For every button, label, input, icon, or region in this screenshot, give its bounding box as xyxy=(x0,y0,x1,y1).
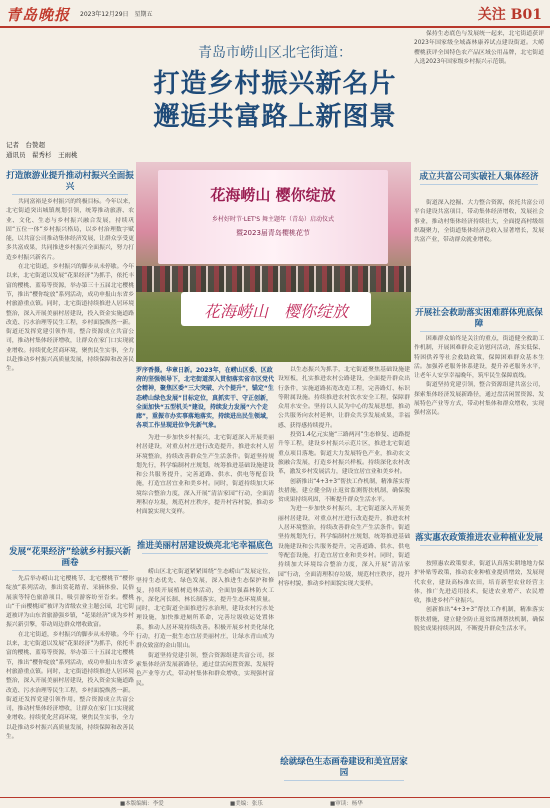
column-4-text xyxy=(414,30,544,165)
paragraph: 以生态振兴为抓手，北宅街道聚焦基础设施建设短板，扎实推进农村公路建设，全面提升群众出行条件，实施道路拓宽改造工程，完善路灯、标识等附属设施。持续推进农村饮水安全工程，保障群众用水安全。坚持以人民为中心的发展思想，推动公共服务向农村延伸，让群众共享发展成果，幸福感、获得感持续提升。 xyxy=(278,367,410,429)
paragraph: 街道深入挖掘、大力整合资源，依托共富公司平台建设共富项目，带动集体经济增收，发展社会事业，推动村集体经济持续壮大，全面提高村级组织凝聚力，全街道集体经济总收入显著增长，发展共富产业，带动群众就业增收。 xyxy=(414,200,544,244)
subhead-5: 成立共富公司实破社人集体经济 xyxy=(414,172,544,183)
event-sign xyxy=(181,292,371,326)
paragraph: 崂山区北宅街道紧紧围绕“生态崂山”发展定位，坚持生态优先、绿色发展，深入推进生态保护和修复，持续开展植树造林活动，全面加强森林防火工作，深化河长制、林长制落实，提升生态环境质量。同时，北宅街道全面推进污水治理，建设农村污水处理设施，加快推进厕所革命，完善垃圾收运处置体系，推动人居环境持续改善。积极开展乡村美化绿化行动，打造一批生态宜居美丽村庄，让绿水青山成为群众致富的金山银山。 xyxy=(136,569,274,650)
masthead xyxy=(0,0,550,28)
column-4d-text xyxy=(414,560,544,793)
headline-line-2: 邂逅共富路上新图景 xyxy=(153,102,397,132)
event-photo xyxy=(136,162,411,362)
issue-date: 2023年12月29日 星期五 xyxy=(80,11,153,18)
footer-designer: ■美编：张乐 xyxy=(230,801,263,807)
byline-correspondent: 通讯员 翟秀杉 王雨桃 xyxy=(6,151,78,159)
column-4c-text xyxy=(414,335,544,525)
column-3-text xyxy=(278,366,410,752)
paragraph: 创新推出“4+3+3”帮扶工作机制，精准落实帮扶措施，建立健全防止返贫监测帮扶机制，确保脱贫成果持续巩固，不断提升群众生活水平。 xyxy=(414,607,544,633)
banner-subtitle: 乡村好时节·LET'S 舞主题年（青岛）启动仪式 xyxy=(211,216,335,223)
column-2-text xyxy=(136,434,274,534)
sign-text: 花海崂山 樱你绽放 xyxy=(203,302,348,321)
paragraph: 共同富裕是乡村振兴的终极目标。今年以来，北宅街道突出城镇规划引领，统筹推动旅游、农业、文化、生态与乡村振兴融合发展，持续巩固“五位一体”乡村振兴格局，以乡村治理数字赋能，以共富公司推动集体经济发展，让群众享受更多共富成果，共同推进乡村振兴全面振兴，努力打造乡村振兴新名片。 xyxy=(6,199,134,261)
paragraph: 先后举办崂山北宅樱桃节、北宅樱桃节“樱你绽放”系列活动，推出赏花踏青、采摘体验、民俗展演等特色旅游项目，吸引游客纷至沓来。樱桃山“千亩樱桃园”被评为省级农业主题公园，北宅街道被评为山东省旅游强乡镇，“花果经济”成为乡村振兴新引擎，带动周边群众增收致富。 xyxy=(6,576,134,629)
paragraph: 困难群众始终是关注的重点，街道健全救助工作机制，开展困难群众走访慰问活动，落实低保、特困供养等社会救助政策，保障困难群众基本生活。加强养老服务体系建设，提升养老服务水平，让老年人安享幸福晚年，筑牢民生保障底线。 xyxy=(414,336,544,380)
paragraph: 街道坚持党建引领，整合资源组建共富公司，探索集体经济发展新路径，通过盘活闲置资源、发展特色产业等方式，带动村集体和群众增收，实现强村富民。 xyxy=(136,652,274,687)
subhead-3: 推进美丽村居建设焕亮北宅幸福底色 xyxy=(136,541,273,551)
column-1-text xyxy=(6,198,134,538)
crowd-figures xyxy=(136,266,411,292)
column-4b-text xyxy=(414,199,544,301)
subhead-4: 绘就绿色生态画卷建设和美宜居家园 xyxy=(278,757,410,779)
page-section: 关注 B01 xyxy=(477,7,542,23)
subhead-7: 落实惠农政策推进农业种植业发展 xyxy=(415,533,543,543)
paragraph: 创新推出“4+3+3”帮扶工作机制，精准落实帮扶措施，建立健全防止返贫监测帮扶机制，确保脱贫成果持续巩固，不断提升群众生活水平。 xyxy=(278,478,410,504)
paragraph: 按照惠农政策要求，街道认真落实耕地地力保护补贴等政策，推动农业种植业提质增效，发展现代农业，建设高标准农田，培育新型农业经营主体，推广先进适用技术，促进农业增产、农民增收，推进乡村产业振兴。 xyxy=(414,561,544,605)
headline-line-1: 打造乡村振兴新名片 xyxy=(153,69,397,99)
stage-banner xyxy=(158,170,388,264)
subhead-2: 发展“花果经济”绘就乡村振兴新画卷 xyxy=(6,547,134,569)
column-1b-text xyxy=(6,575,134,793)
newspaper-logo: 青岛晚报 xyxy=(6,6,71,24)
paragraph: 在北宅街道，乡村振兴的脚步从未停歇。今年以来，北宅街道以发展“花果经济”为抓手，依托丰富的樱桃、蓝莓等资源，举办第三十五届北宅樱桃节，推出“樱你绽放”系列活动，成功申报山东省乡村旅游重点镇。同时，北宅街道持续推进人居环境整治，深入开展美丽村居建设，投入资金实施道路改造、污水治理等民生工程，乡村面貌焕然一新。街道还发挥党建引领作用，整合资源成立共富公司，推动村集体经济增收，让群众在家门口实现就业增收。持续优化营商环境，聚焦民生实事，全力以赴推动乡村振兴高质量发展，持续保障和改善民生。 xyxy=(6,631,134,741)
subhead-1: 打造旅游业提升推动村振兴全面振兴 xyxy=(6,171,134,192)
paragraph: 投资1.4亿元实施“三路两河”生态修复、道路提升等工程，建设乡村振兴示范片区，推进北宅街道重点项目落地。街道大力发展特色产业，推动农文旅融合发展，打造乡村振兴样板。持续深化农村改革，激发乡村发展活力，建设宜居宜业和美乡村。 xyxy=(278,432,410,476)
byline-reporter: 记者 台赞超 xyxy=(6,141,45,149)
banner-title: 花海崂山 樱你绽放 xyxy=(210,186,336,204)
paragraph: 在北宅街道，乡村振兴的脚步从未停歇。今年以来，北宅街道以发展“花果经济”为抓手，依托丰富的樱桃、蓝莓等资源，举办第三十五届北宅樱桃节，推出“樱你绽放”系列活动，成功申报山东省乡村旅游重点镇。同时，北宅街道持续推进人居环境整治，深入开展美丽村居建设，投入资金实施道路改造、污水治理等民生工程，乡村面貌焕然一新。街道还发挥党建引领作用，整合资源成立共富公司，推动村集体经济增收，让群众在家门口实现就业增收。持续优化营商环境，聚焦民生实事，全力以赴推动乡村振兴高质量发展，持续保障和改善民生。 xyxy=(6,264,134,373)
paragraph: 保持生态底色与发展统一起来，北宅街道获评2023年国家级全域森林康养试点建设街道。大崂樱桃获评全国特色农产品区域公用品牌，北宅街道入选2023年国家级乡村振兴示范镇。 xyxy=(414,31,544,65)
paragraph: 街道坚持党建引领，整合资源组建共富公司，探索集体经济发展新路径，通过盘活闲置资源、发展特色产业等方式，带动村集体和群众增收，实现强村富民。 xyxy=(414,382,544,417)
banner-subtitle-2: 暨2023届青岛樱桃花节 xyxy=(236,229,310,237)
footer-reviewer: ■审读：杨华 xyxy=(330,801,363,807)
article-kicker: 青岛市崂山区北宅街道： xyxy=(198,45,352,61)
page-footer xyxy=(0,797,550,808)
column-2b-text xyxy=(136,568,274,793)
paragraph: 为进一步加快乡村振兴，北宅街道深入开展美丽村居建设，对重点村庄进行改造提升，推进农村人居环境整治，持续改善群众生产生活条件。街道坚持规划先行，科学编制村庄规划，统筹推进基础设施建设和公共服务提升，完善道路、供水、供电等配套设施，打造宜居宜业和美乡村。同时，街道持续加大环境综合整治力度，深入开展“清洁家园”行动，全面清理积存垃圾，规范村庄秩序，提升村容村貌，推动乡村面貌实现大变样。 xyxy=(136,435,274,516)
photo-caption: 罗序香摄。华章日新。2023年，在崂山区委、区政府的坚强领导下，北宅街道深入贯彻落实省市区党代会精神，聚焦区委“三大突破、六个提升”，锚定“生态崂山绿色发展”目标定位，真抓实干、守正创新，全面加快“五型机关”建设，持续发力发展“六个走廊”，重振市办实事落地落实，持续进出民生领域，各项工作呈现进位争先新气象。 xyxy=(136,367,275,430)
paragraph: 为进一步加快乡村振兴，北宅街道深入开展美丽村居建设，对重点村庄进行改造提升，推进农村人居环境整治，持续改善群众生产生活条件。街道坚持规划先行，科学编制村庄规划，统筹推进基础设施建设和公共服务提升，完善道路、供水、供电等配套设施，打造宜居宜业和美乡村。同时，街道持续加大环境综合整治力度，深入开展“清洁家园”行动，全面清理积存垃圾，规范村庄秩序，提升村容村貌，推动乡村面貌实现大变样。 xyxy=(278,506,410,587)
footer-editor: ■本版编辑：李爱 xyxy=(120,801,164,807)
subhead-6: 开展社会救助落实困难群体兜底保障 xyxy=(415,308,543,329)
